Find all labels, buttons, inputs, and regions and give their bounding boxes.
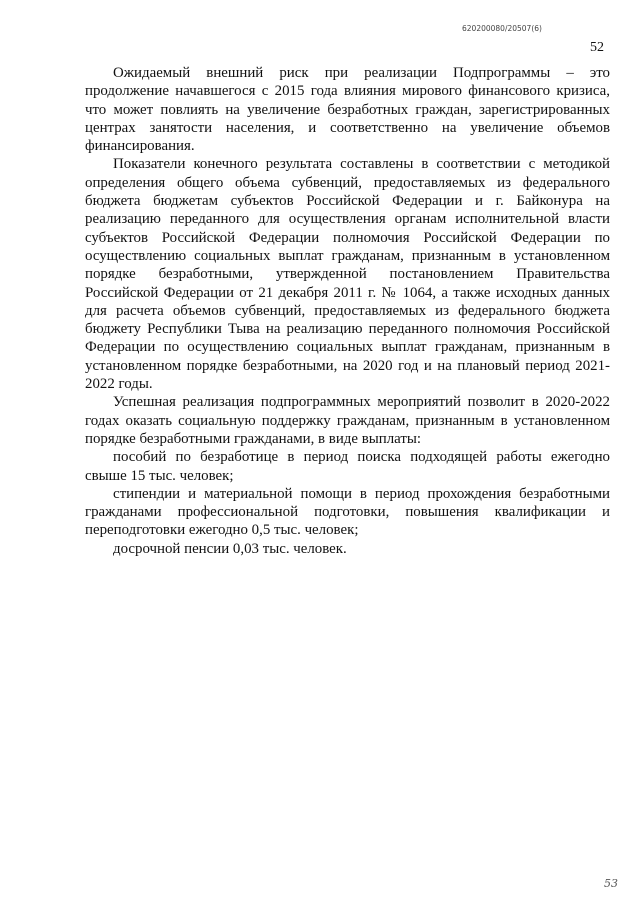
body-text xyxy=(85,64,610,558)
paragraph-risk: Ожидаемый внешний риск при реализации Подпрограммы – это продолжение начавшегося с 2015 года влияния мирового финансового кризиса, что может повлиять на увеличение безработных граждан, зарегистрированных центрах занятости населения, и соответственно на увеличение объемов финансирования. xyxy=(85,65,610,155)
paragraph-benefits: пособий по безработице в период поиска подходящей работы ежегодно свыше 15 тыс. человек; xyxy=(85,449,610,484)
paragraph-implementation: Успешная реализация подпрограммных мероприятий позволит в 2020-2022 годах оказать социальную поддержку гражданам, признанным в установленном порядке безработными гражданами, в виде выплаты: xyxy=(85,394,610,447)
paragraph-stipends: стипендии и материальной помощи в период прохождения безработными гражданами профессиональной подготовки, повышения квалификации и переподготовки ежегодно 0,5 тыс. человек; xyxy=(85,485,610,539)
document-code: 620200080/20507(6) xyxy=(462,24,542,33)
page-number: 52 xyxy=(590,40,604,55)
paragraph-pension: досрочной пенсии 0,03 тыс. человек. xyxy=(113,540,347,557)
handwritten-page-mark: 53 xyxy=(604,877,618,890)
paragraph-indicators: Показатели конечного результата составлены в соответствии с методикой определения общего объема субвенций, предоставляемых из федерального бюджета бюджетам субъектов Российской Федерации и г. Байконура на реализацию переданного для осуществления органам исполнительной власти субъектов Российской Федерации полномочия Российской Федерации по осуществлению социальных выплат гражданам, признанным в установленном порядке безработными, утвержденной постановлением Правительства Российской Федерации от 21 декабря 2011 г. № 1064, а также исходных данных для расчета объемов субвенций, предоставляемых из федерального бюджета бюджету Республики Тыва на реализацию переданного полномочия Российской Федерации по осуществлению социальных выплат гражданам, признанным в установленном порядке безработными, на 2020 год и на плановый период 2021-2022 годы. xyxy=(85,156,610,393)
